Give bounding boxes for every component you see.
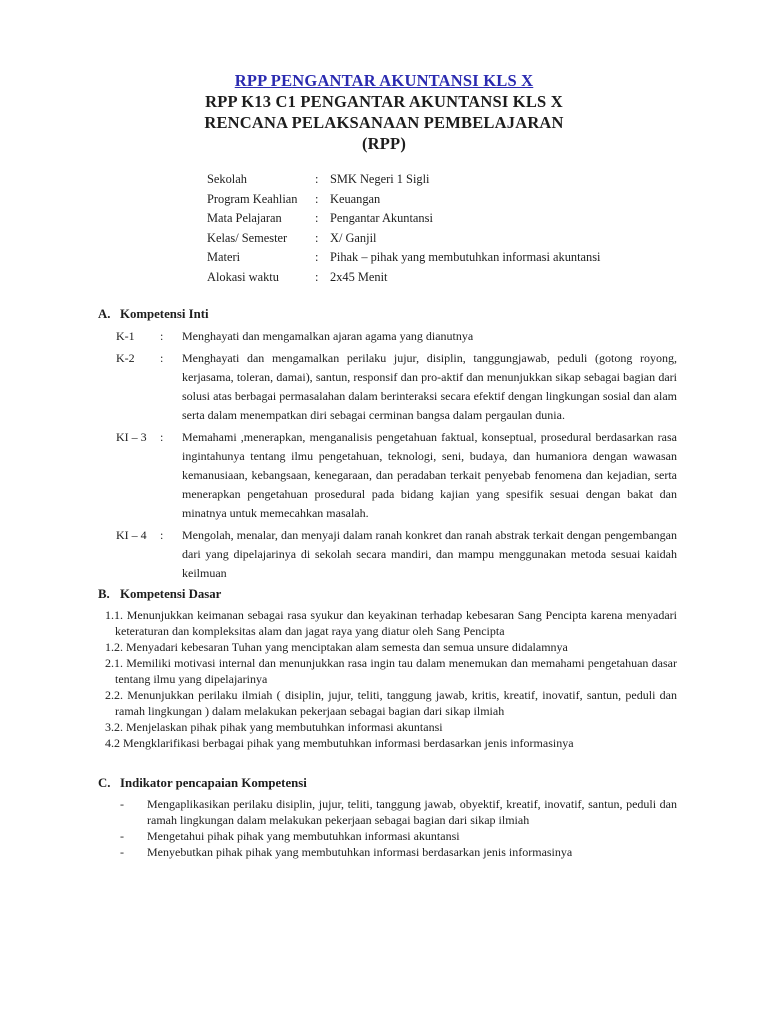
info-row-kelas-semester <box>207 229 768 249</box>
info-row-alokasi-waktu <box>207 268 768 288</box>
kd-text: Memiliki motivasi internal dan menunjukkan rasa ingin tau dalam menemukan dan memahami pengetahuan dasar tentang ilmu yang dipelajarinya <box>115 655 677 686</box>
indicator-text: Mengetahui pihak pihak yang membutuhkan informasi akuntansi <box>147 828 460 843</box>
school-info-block <box>207 170 768 288</box>
info-separator: : <box>315 269 319 284</box>
ki-separator: : <box>160 429 164 444</box>
info-value: Pihak – pihak yang membutuhkan informasi akuntansi <box>330 250 601 265</box>
kd-number: 2.1. <box>105 655 123 670</box>
kd-item-1-1 <box>105 607 677 639</box>
kd-text: Menyadari kebesaran Tuhan yang menciptakan alam semesta dan semua unsure didalamnya <box>126 639 568 654</box>
ki-code: KI – 4 <box>116 527 147 542</box>
info-value: Pengantar Akuntansi <box>330 211 433 226</box>
document-body <box>98 306 677 860</box>
document-header <box>0 0 768 154</box>
indicator-item <box>98 844 677 860</box>
kd-item-3-2 <box>105 719 677 735</box>
info-label: Program Keahlian <box>207 191 298 206</box>
dash-bullet: - <box>120 828 124 843</box>
info-label: Kelas/ Semester <box>207 230 288 245</box>
document-title-line-4: (RPP) <box>361 134 407 153</box>
info-label: Mata Pelajaran <box>207 211 282 226</box>
info-label: Sekolah <box>207 172 247 186</box>
info-separator: : <box>315 191 319 206</box>
info-separator: : <box>315 172 319 186</box>
kd-text: Mengklarifikasi berbagai pihak yang membutuhkan informasi berdasarkan jenis informasinya <box>123 735 574 750</box>
section-letter: A. <box>98 306 111 321</box>
section-kompetensi-inti <box>98 306 677 583</box>
section-title: Kompetensi Dasar <box>120 586 222 601</box>
info-row-mata-pelajaran <box>207 209 768 229</box>
section-indikator-pencapaian <box>98 775 677 860</box>
ki-item-k2 <box>98 349 677 425</box>
kd-item-2-2 <box>105 687 677 719</box>
info-row-program-keahlian <box>207 190 768 210</box>
document-title-link[interactable]: RPP PENGANTAR AKUNTANSI KLS X <box>234 71 534 90</box>
ki-code: KI – 3 <box>116 429 147 444</box>
kd-text: Menjelaskan pihak pihak yang membutuhkan informasi akuntansi <box>126 719 443 734</box>
info-value: Keuangan <box>330 191 381 206</box>
kompetensi-dasar-list <box>98 607 677 751</box>
ki-item-k1 <box>98 327 677 346</box>
ki-item-ki4 <box>98 526 677 583</box>
info-row-materi <box>207 248 768 268</box>
section-title: Kompetensi Inti <box>120 306 209 321</box>
kd-item-1-2 <box>105 639 677 655</box>
section-b-heading <box>98 586 677 603</box>
section-a-heading <box>98 306 677 323</box>
kd-item-2-1 <box>105 655 677 687</box>
kd-item-4-2 <box>105 735 677 751</box>
info-value: X/ Ganjil <box>330 230 377 245</box>
ki-text: Menghayati dan mengamalkan ajaran agama yang dianutnya <box>182 328 474 343</box>
ki-text: Mengolah, menalar, dan menyaji dalam ranah konkret dan ranah abstrak terkait dengan pengembangan dari yang dipelajarinya di sekolah secara mandiri, dan mampu menggunakan metoda sesuai kaidah keilmuan <box>182 527 677 580</box>
section-letter: B. <box>98 586 110 601</box>
info-separator: : <box>315 211 319 226</box>
kd-number: 2.2. <box>105 687 123 702</box>
info-label: Materi <box>207 250 241 265</box>
ki-separator: : <box>160 328 164 343</box>
info-value: 2x45 Menit <box>330 269 388 284</box>
dash-bullet: - <box>120 844 124 859</box>
info-value: SMK Negeri 1 Sigli <box>330 172 430 186</box>
ki-separator: : <box>160 350 164 365</box>
section-title: Indikator pencapaian Kompetensi <box>120 775 307 790</box>
document-title-line-3: RENCANA PELAKSANAAN PEMBELAJARAN <box>204 113 564 132</box>
ki-text: Memahami ,menerapkan, menganalisis pengetahuan faktual, konseptual, prosedural berdasarkan rasa ingintahunya tentang ilmu pengetahuan, teknologi, seni, budaya, dan humaniora dengan wawasan kemanusiaan, kebangsaan, kenegaraan, dan peradaban terkait penyebab fenomena dan kejadian, serta menerapkan pengetahuan prosedural pada bidang kajian yang spesifik sesuai dengan bakat dan minatnya untuk memecahkan masalah. <box>182 429 677 520</box>
info-separator: : <box>315 250 319 265</box>
kd-text: Menunjukkan keimanan sebagai rasa syukur dan keyakinan terhadap kebesaran Sang Pencipta karena menyadari keteraturan dan kompleksitas alam dan jagat raya yang diatur oleh Sang Pencipta <box>115 607 678 638</box>
kd-number: 4.2 <box>105 735 120 750</box>
indicator-text: Menyebutkan pihak pihak yang membutuhkan informasi berdasarkan jenis informasinya <box>147 844 573 859</box>
kd-number: 3.2. <box>105 719 123 734</box>
ki-code: K-2 <box>116 350 135 365</box>
indicator-item <box>98 796 677 828</box>
kd-text: Menunjukkan perilaku ilmiah ( disiplin, jujur, teliti, tanggung jawab, kritis, kreatif, inovatif, santun, peduli dan ramah lingkungan ) dalam melakukan pekerjaan sebagai bagian dari sikap ilmiah <box>115 687 677 718</box>
section-letter: C. <box>98 775 111 790</box>
document-title-line-2: RPP K13 C1 PENGANTAR AKUNTANSI KLS X <box>205 92 563 111</box>
ki-separator: : <box>160 527 164 542</box>
ki-text: Menghayati dan mengamalkan perilaku jujur, disiplin, tanggungjawab, peduli (gotong royong, kerjasama, toleran, damai), santun, responsif dan pro-aktif dan menunjukkan sikap sebagai bagian dari solusi atas berbagai permasalahan dalam berinteraksi secara efektif dengan lingkungan sosial dan alam serta dalam menempatkan diri sebagai cerminan bangsa dalam pergaulan dunia. <box>182 350 677 422</box>
kd-number: 1.1. <box>105 607 123 622</box>
section-c-heading <box>98 775 677 792</box>
ki-item-ki3 <box>98 428 677 523</box>
info-label: Alokasi waktu <box>207 269 279 284</box>
indicator-item <box>98 828 677 844</box>
kd-number: 1.2. <box>105 639 123 654</box>
ki-code: K-1 <box>116 328 135 343</box>
info-separator: : <box>315 230 319 245</box>
info-row-sekolah <box>207 170 768 190</box>
section-kompetensi-dasar <box>98 586 677 751</box>
dash-bullet: - <box>120 796 124 811</box>
indicator-text: Mengaplikasikan perilaku disiplin, jujur, teliti, tanggung jawab, obyektif, kreatif, inovatif, santun, peduli dan ramah lingkungan dalam melakukan pekerjaan sebagai bagian dari sikap ilmiah <box>147 796 677 827</box>
